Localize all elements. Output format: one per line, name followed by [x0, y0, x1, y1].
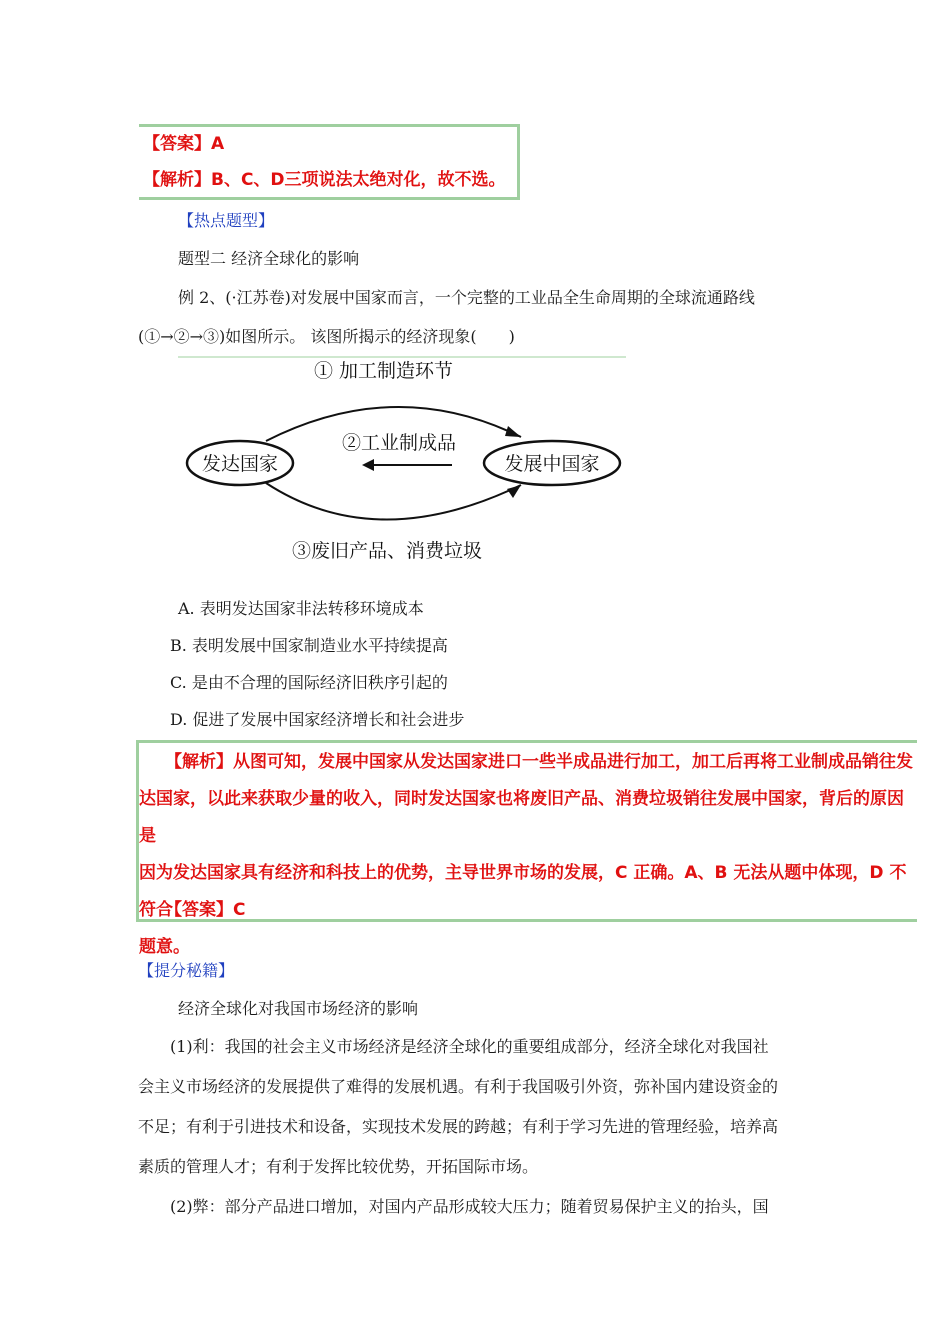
tips-line-5: (2)弊：部分产品进口增加，对国内产品形成较大压力；随着贸易保护主义的抬头，国	[170, 1197, 769, 1216]
analysis-line-3: 因为发达国家具有经济和科技上的优势，主导世界市场的发展，C 正确。A、B 无法从题中体现，D 不符合	[139, 863, 907, 920]
bottom-arrow-label: ③废旧产品、消费垃圾	[292, 540, 483, 562]
middle-arrow-head	[362, 459, 374, 471]
top-arrow-label: ① 加工制造环节	[314, 360, 454, 382]
topic-title: 题型二 经济全球化的影响	[178, 249, 360, 268]
analysis-line-2: 达国家，以此来获取少量的收入，同时发达国家也将废旧产品、消费垃圾销往发展中国家，背后的原因是	[139, 789, 904, 846]
option-b: B. 表明发展中国家制造业水平持续提高	[170, 636, 448, 655]
tips-line-4: 素质的管理人才；有利于发挥比较优势，开拓国际市场。	[138, 1157, 539, 1176]
analysis-block-2	[139, 744, 919, 966]
option-c: C. 是由不合理的国际经济旧秩序引起的	[170, 673, 448, 692]
analysis-text-1: 【解析】B、C、D三项说法太绝对化，故不选。	[143, 170, 506, 190]
analysis-line-1: 【解析】从图可知，发展中国家从发达国家进口一些半成品进行加工，加工后再将工业制成品销往发	[165, 752, 913, 772]
option-a: A. 表明发达国家非法转移环境成本	[178, 599, 424, 618]
tips-line-2: 会主义市场经济的发展提供了难得的发展机遇。有利于我国吸引外资，弥补国内建设资金的	[138, 1077, 779, 1096]
tips-line-3: 不足；有利于引进技术和设备，实现技术发展的跨越；有利于学习先进的管理经验，培养高	[138, 1117, 779, 1136]
left-node-label: 发达国家	[201, 453, 279, 475]
tips-heading: 经济全球化对我国市场经济的影响	[178, 999, 419, 1018]
example-line-1: 例 2、(·江苏卷)对发展中国家而言，一个完整的工业品全生命周期的全球流通路线	[178, 288, 755, 307]
answer-label-1: 【答案】A	[143, 134, 225, 154]
middle-arrow-label: ②工业制成品	[342, 432, 457, 454]
tips-label: 【提分秘籍】	[138, 961, 235, 980]
option-d: D. 促进了发展中国家经济增长和社会进步	[170, 710, 465, 729]
hot-topic-label: 【热点题型】	[178, 211, 275, 230]
tips-line-1: (1)利：我国的社会主义市场经济是经济全球化的重要组成部分，经济全球化对我国社	[170, 1037, 769, 1056]
top-arrow-head	[505, 426, 521, 437]
answer-label-2: 【答案】C	[165, 900, 246, 920]
bottom-arrow-path	[266, 483, 521, 520]
analysis-line-4: 题意。	[139, 937, 190, 957]
trade-flow-diagram	[176, 355, 636, 575]
example-line-2: (①→②→③)如图所示。 该图所揭示的经济现象( )	[138, 327, 515, 346]
right-node-label: 发展中国家	[504, 453, 600, 475]
bottom-arrow-head	[507, 485, 521, 498]
